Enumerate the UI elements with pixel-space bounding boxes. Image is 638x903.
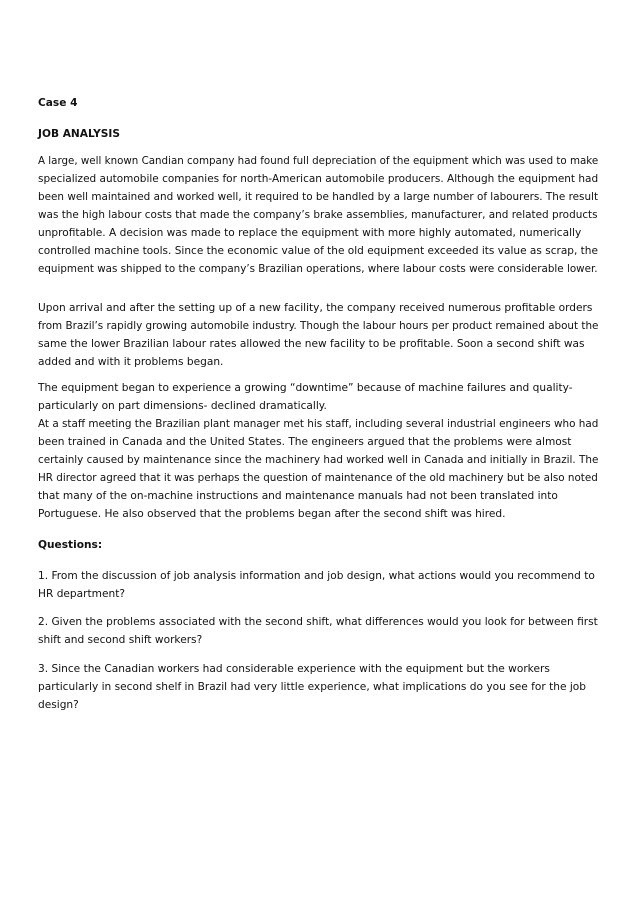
- text-line: At a staff meeting the Brazilian plant manager met his staff, including several industrial engineers who had: [38, 418, 599, 430]
- text-line: The equipment began to experience a growing “downtime” because of machine failures and quality-: [38, 382, 573, 394]
- questions-heading: Questions:: [38, 539, 103, 551]
- text-line: 1. From the discussion of job analysis information and job design, what actions would you recommend to: [38, 570, 595, 582]
- case-label: Case 4: [38, 97, 78, 109]
- page-title: JOB ANALYSIS: [38, 128, 120, 140]
- text-line: A large, well known Candian company had found full depreciation of the equipment which was used to make: [38, 155, 599, 167]
- text-line: 2. Given the problems associated with the second shift, what differences would you look for between first: [38, 616, 598, 628]
- text-line: particularly in second shelf in Brazil had very little experience, what implications do you see for the job: [38, 681, 586, 693]
- text-line: design?: [38, 699, 79, 711]
- text-line: added and with it problems began.: [38, 356, 224, 368]
- text-line: specialized automobile companies for north-American automobile producers. Although the equipment had: [38, 173, 599, 185]
- text-line: been well maintained and worked well, it required to be handled by a large number of labourers. The result: [38, 191, 599, 203]
- text-line: controlled machine tools. Since the economic value of the old equipment exceeded its value as scrap, the: [38, 245, 598, 257]
- text-line: that many of the on-machine instructions and maintenance manuals had not been translated into: [38, 490, 558, 502]
- text-line: equipment was shipped to the company’s Brazilian operations, where labour costs were considerable lower.: [38, 263, 598, 275]
- text-line: 3. Since the Canadian workers had considerable experience with the equipment but the workers: [38, 663, 550, 675]
- text-line: been trained in Canada and the United States. The engineers argued that the problems were almost: [38, 436, 572, 448]
- text-line: Portuguese. He also observed that the problems began after the second shift was hired.: [38, 508, 506, 520]
- text-line: shift and second shift workers?: [38, 634, 203, 646]
- text-line: Upon arrival and after the setting up of a new facility, the company received numerous profitable orders: [38, 302, 593, 314]
- text-line: unprofitable. A decision was made to replace the equipment with more highly automated, numerically: [38, 227, 582, 239]
- text-line: certainly caused by maintenance since the machinery had worked well in Canada and initially in Brazil. The: [38, 454, 599, 466]
- text-line: particularly on part dimensions- declined dramatically.: [38, 400, 327, 412]
- text-line: HR department?: [38, 588, 125, 600]
- text-line: HR director agreed that it was perhaps the question of maintenance of the old machinery but be also noted: [38, 472, 598, 484]
- text-line: same the lower Brazilian labour rates allowed the new facility to be profitable. Soon a second shift was: [38, 338, 585, 350]
- text-line: from Brazil’s rapidly growing automobile industry. Though the labour hours per product remained about the: [38, 320, 599, 332]
- text-line: was the high labour costs that made the company’s brake assemblies, manufacturer, and related products: [38, 209, 598, 221]
